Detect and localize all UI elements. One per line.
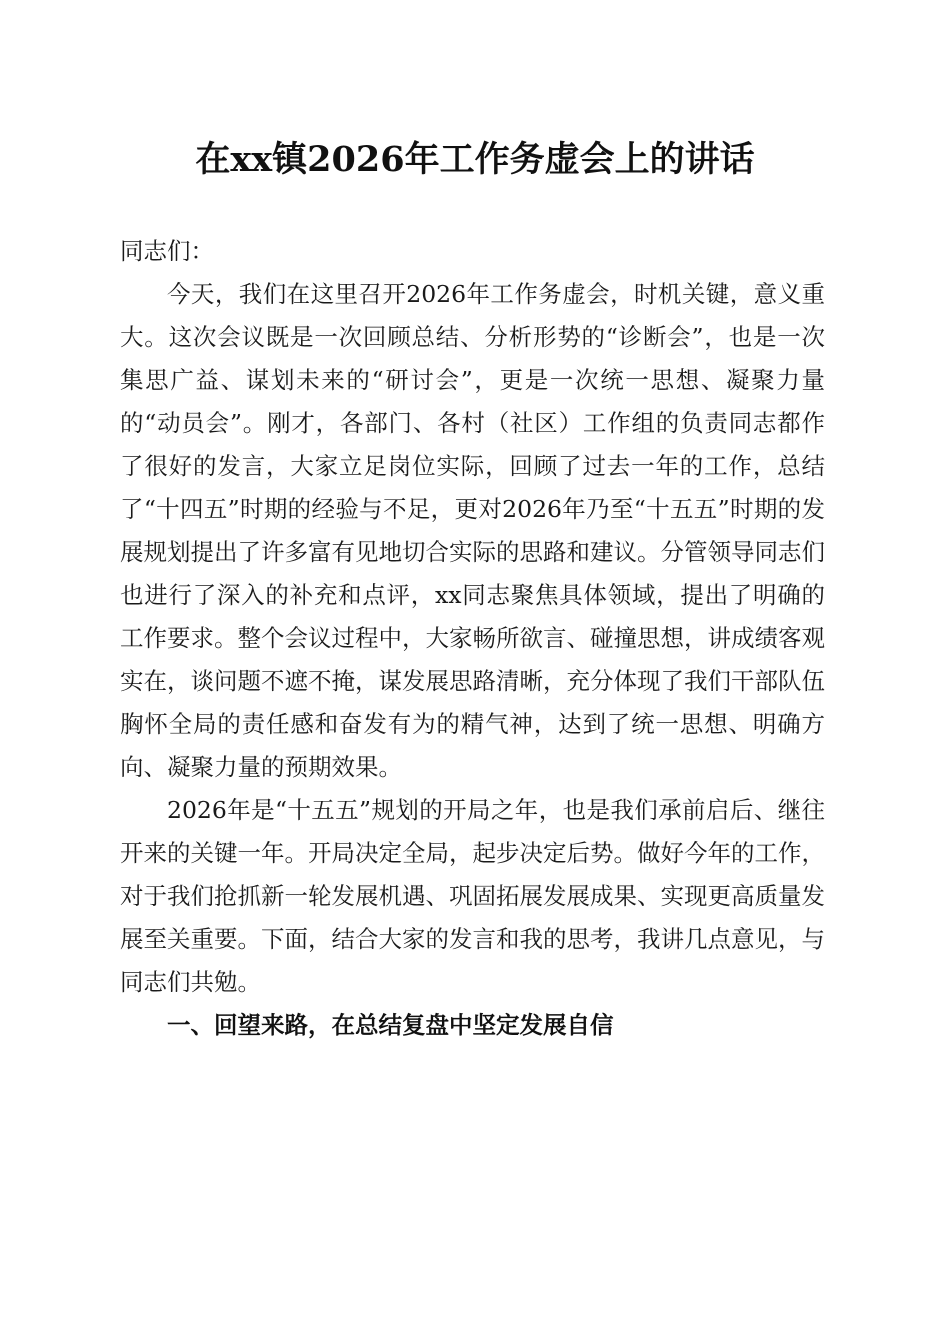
section-heading-1: 一、回望来路，在总结复盘中坚定发展自信 (167, 1011, 614, 1039)
salutation: 同志们： (120, 237, 214, 265)
document-body (120, 230, 825, 1047)
document-title: 在xx镇2026年工作务虚会上的讲话 (195, 139, 755, 180)
paragraph-opening: 今天，我们在这里召开2026年工作务虚会，时机关键，意义重大。这次会议既是一次回顾总结、分析形势的“诊断会”，也是一次集思广益、谋划未来的“研讨会”，更是一次统一思想、凝聚力量的“动员会”。刚才，各部门、各村（社区）工作组的负责同志都作了很好的发言，大家立足岗位实际，回顾了过去一年的工作，总结了“十四五”时期的经验与不足，更对2026年乃至“十五五”时期的发展规划提出了许多富有见地切合实际的思路和建议。分管领导同志们也进行了深入的补充和点评，xx同志聚焦具体领域，提出了明确的工作要求。整个会议过程中，大家畅所欲言、碰撞思想，讲成绩客观实在，谈问题不遮不掩，谋发展思路清晰，充分体现了我们干部队伍胸怀全局的责任感和奋发有为的精气神，达到了统一思想、明确方向、凝聚力量的预期效果。 (120, 280, 825, 781)
paragraph-2026-outlook: 2026年是“十五五”规划的开局之年，也是我们承前启后、继往开来的关键一年。开局决定全局，起步决定后势。做好今年的工作，对于我们抢抓新一轮发展机遇、巩固拓展发展成果、实现更高质量发展至关重要。下面，结合大家的发言和我的思考，我讲几点意见，与同志们共勉。 (120, 796, 825, 996)
